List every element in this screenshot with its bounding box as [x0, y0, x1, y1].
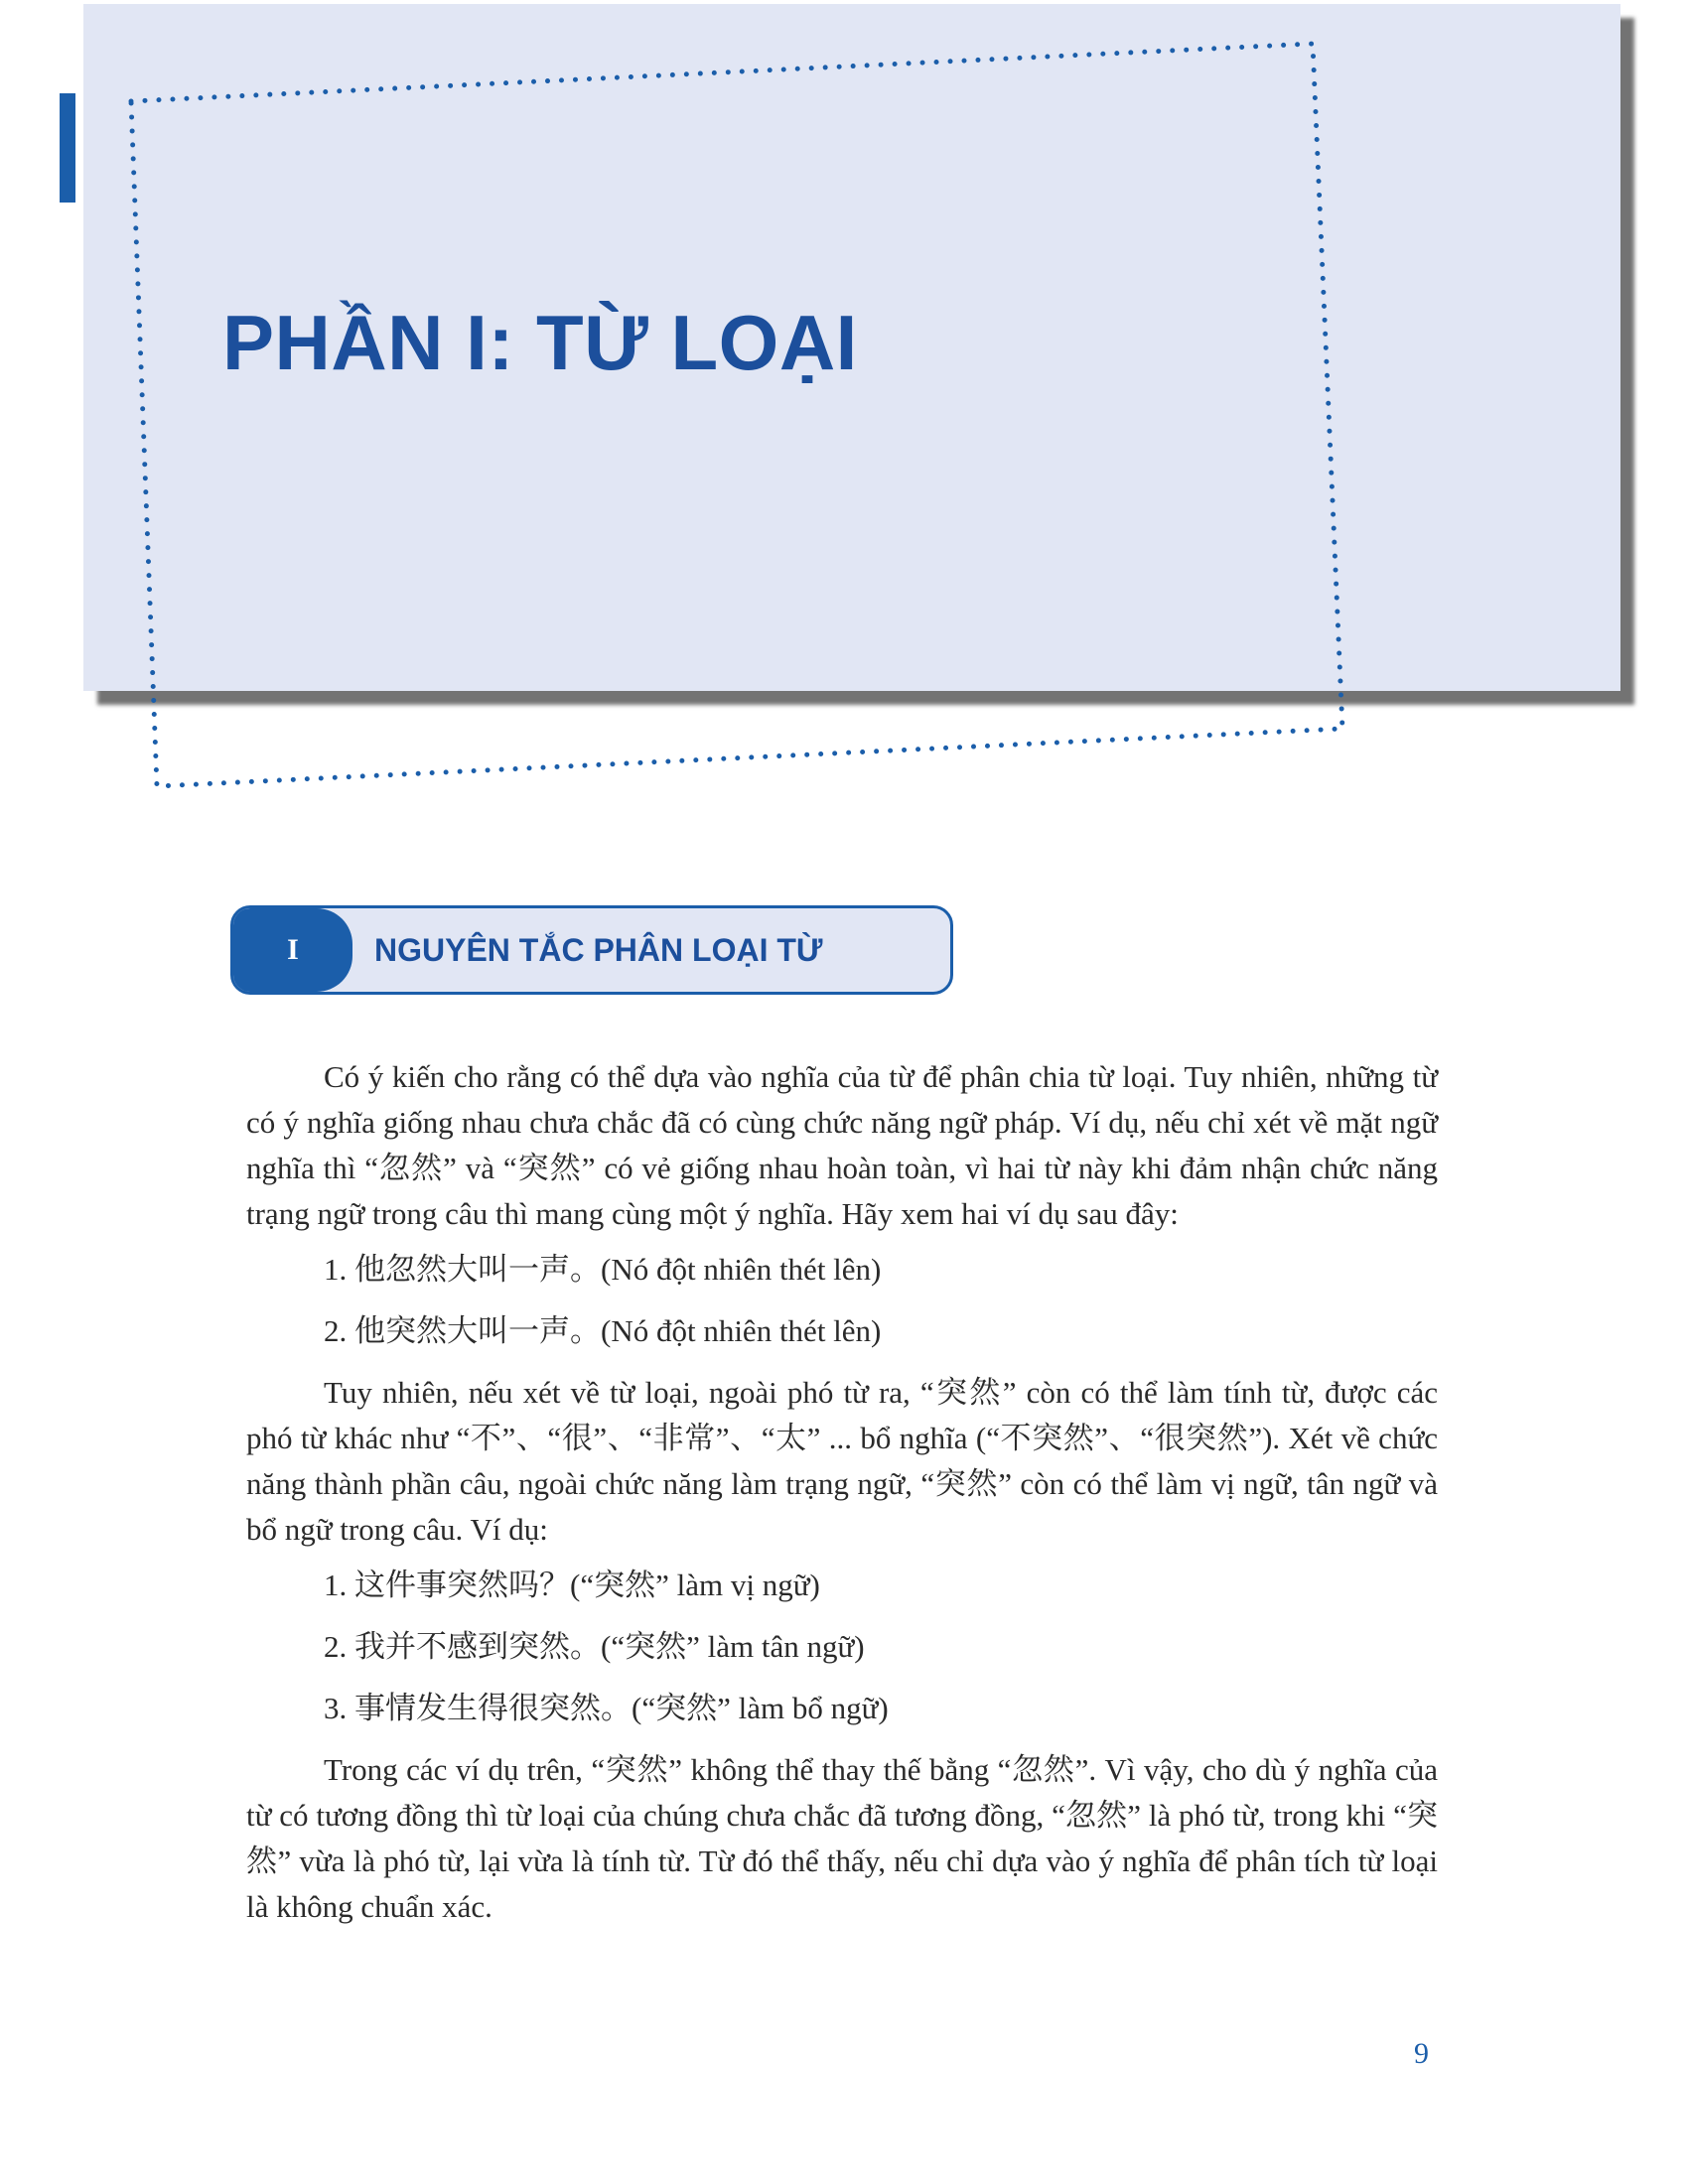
paragraph-2: Tuy nhiên, nếu xét về từ loại, ngoài phó từ ra, “突然” còn có thể làm tính từ, được các phó từ khác như “不”、“很”、“非常”、“太” ... bổ nghĩa (“不突然”、“很突然”). Xét về chức năng thành phần câu, ngoài chức năng làm trạng ngữ, “突然” còn có thể làm vị ngữ, tân ngữ và bổ ngữ trong câu. Ví dụ: — [246, 1375, 1438, 1547]
example-item: 2. 我并不感到突然。(“突然” làm tân ngữ) — [324, 1629, 865, 1664]
side-accent-bar — [60, 93, 75, 203]
paragraph-3: Trong các ví dụ trên, “突然” không thể thay thế bằng “忽然”. Vì vậy, cho dù ý nghĩa của từ có tương đồng thì từ loại của chúng chưa chắc đã tương đồng, “忽然” là phó từ, trong khi “突然” vừa là phó từ, lại vừa là tính từ. Từ đó thể thấy, nếu chỉ dựa vào ý nghĩa để phân tích từ loại là không chuẩn xác. — [246, 1752, 1438, 1924]
body-text — [246, 1054, 1438, 1940]
page-number: 9 — [1414, 2037, 1429, 2070]
section-title: NGUYÊN TẮC PHÂN LOẠI TỪ — [374, 931, 823, 968]
example-item: 1. 这件事突然吗？(“突然” làm vị ngữ) — [324, 1568, 820, 1602]
paragraph-1: Có ý kiến cho rằng có thể dựa vào nghĩa của từ để phân chia từ loại. Tuy nhiên, những từ có ý nghĩa giống nhau chưa chắc đã có cùng chức năng ngữ pháp. Ví dụ, nếu chỉ xét về mặt ngữ nghĩa thì “忽然” và “突然” có vẻ giống nhau hoàn toàn, vì hai từ này khi đảm nhận chức năng trạng ngữ trong câu thì mang cùng một ý nghĩa. Hãy xem hai ví dụ sau đây: — [246, 1059, 1438, 1231]
section-number: I — [233, 908, 352, 992]
example-item: 3. 事情发生得很突然。(“突然” làm bổ ngữ) — [324, 1691, 889, 1725]
example-item: 2. 他突然大叫一声。(Nó đột nhiên thét lên) — [324, 1313, 882, 1348]
chapter-title: PHẦN I: TỪ LOẠI — [222, 299, 858, 386]
example-item: 1. 他忽然大叫一声。(Nó đột nhiên thét lên) — [324, 1252, 882, 1287]
section-heading — [230, 905, 953, 995]
